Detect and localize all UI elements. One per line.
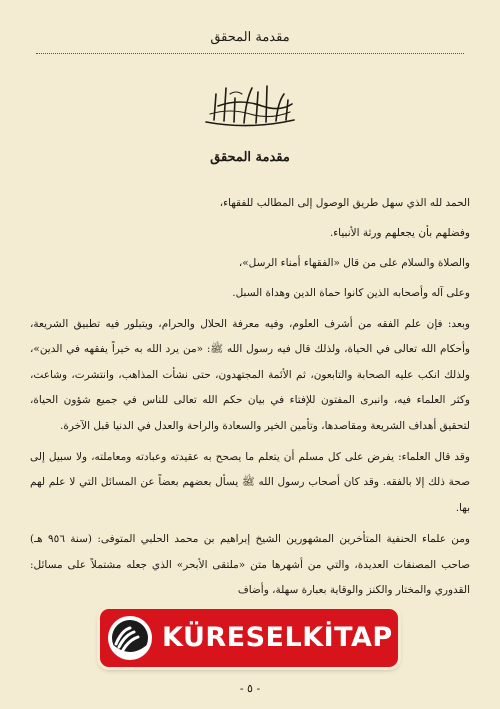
section-title: مقدمة المحقق xyxy=(210,150,290,165)
brand-logo-icon xyxy=(106,614,154,662)
paragraph: وقد قال العلماء: يفرض على كل مسلم أن يتعلم ما يصحح به عقيدته وعبادته ومعاملته، ولا سبيل إلى صحة ذلك إلا بالفقه. وقد كان أصحاب رسول الله ﷺ يسأل بعضهم بعضاً عن المسائل التي لا علم لهم بها. xyxy=(30,451,470,514)
text-line: وفضلهم بأن يجعلهم ورثة الأنبياء. xyxy=(329,227,470,239)
page-number: - ٥ - xyxy=(239,682,261,695)
brand-name: KÜRESELKİTAP xyxy=(162,622,393,653)
paragraph: وبعد: فإن علم الفقه من أشرف العلوم، وفيه معرفة الحلال والحرام، ويتبلور فيه تطبيق الشريعة، وأحكام الله تعالى في الحياة، ولذلك قال فيه رسول الله ﷺ: «من يرد الله به خيراً يفقهه في الدين»، ولذلك انكب عليه الصحابة والتابعون، ثم الأئمة المجتهدون، حتى نشأت المذاهب، وانتشرت، وشاعت، وكثر العلماء فيه، وانبرى المفتون للإفتاء في بيان حكم الله تعالى للناس في جميع شؤون الحياة، لتحقيق أهداف الشريعة ومقاصدها، وتأمين الخير والسعادة والراحة والعدل في الدنيا قبل الآخرة. xyxy=(30,318,470,432)
watermark-banner xyxy=(100,609,398,667)
text-line: الحمد لله الذي سهل طريق الوصول إلى المطالب للفقهاء، xyxy=(219,197,470,209)
text-line: وعلى آله وأصحابه الذين كانوا حماة الدين وهداة السبل. xyxy=(232,287,470,299)
text-line: والصلاة والسلام على من قال «الفقهاء أمناء الرسل»، xyxy=(238,257,470,269)
page-body xyxy=(30,188,470,603)
running-header: مقدمة المحقق xyxy=(210,30,290,45)
basmala-calligraphy xyxy=(200,80,300,132)
header-divider xyxy=(36,53,464,54)
paragraph: ومن علماء الحنفية المتأخرين المشهورين الشيخ إبراهيم بن محمد الحلبي المتوفى: (سنة ٩٥٦ هـ) صاحب المصنفات العديدة، والتي من أشهرها متن «ملتقى الأبحر» الذي جعله مشتملاً على مسائل: القدوري والمختار والكنز والوقاية بعبارة سهلة، وأضاف xyxy=(30,533,470,597)
